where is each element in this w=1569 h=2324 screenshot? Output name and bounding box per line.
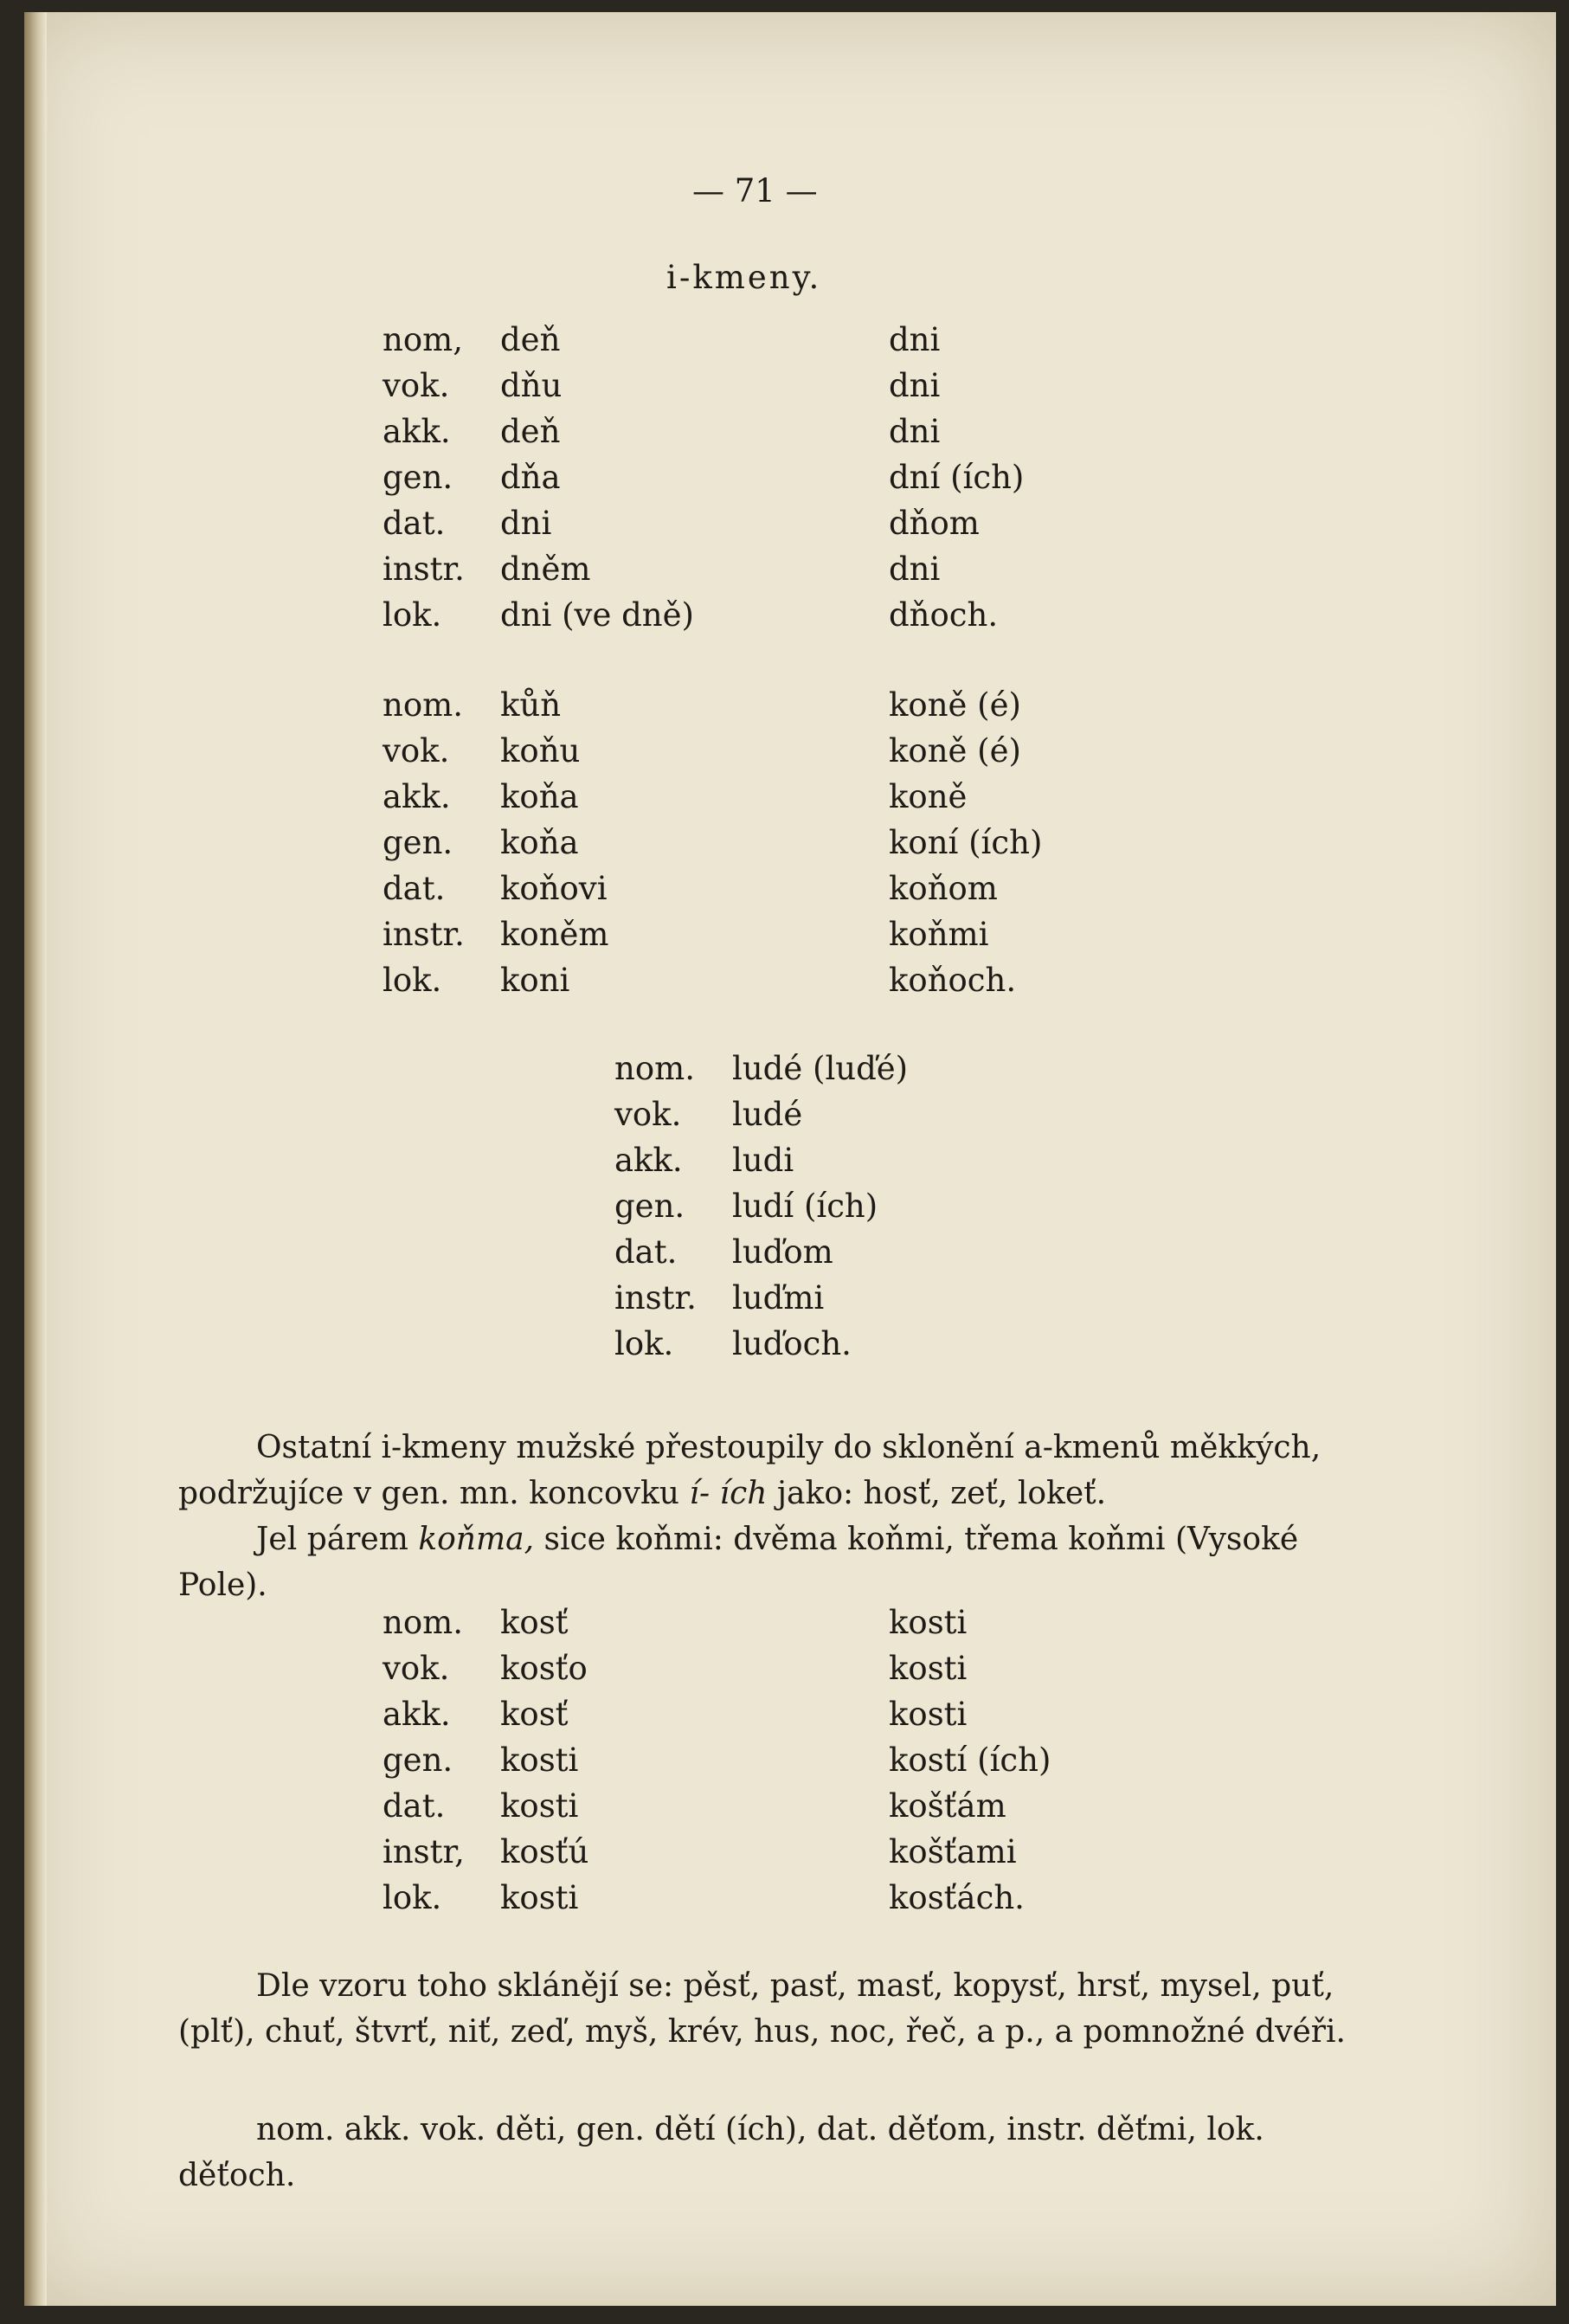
italic-ending: í- ích bbox=[689, 1476, 768, 1511]
case-label: nom. bbox=[383, 686, 463, 724]
case-label: akk. bbox=[383, 1696, 451, 1733]
paragraph-line: nom. akk. vok. děti, gen. dětí (ích), dat. děťom, instr. děťmi, lok. děťoch. bbox=[178, 2112, 1264, 2193]
case-label: gen. bbox=[383, 1741, 453, 1779]
plural-form: koně bbox=[889, 778, 968, 815]
plural-form: koně (é) bbox=[889, 686, 1021, 724]
plural-form: dňoch. bbox=[889, 596, 999, 634]
plural-form: ludé bbox=[732, 1096, 803, 1133]
singular-form: deň bbox=[500, 413, 561, 450]
singular-form: koněm bbox=[500, 916, 609, 953]
italic-form: koňma, bbox=[418, 1522, 535, 1557]
paragraph-text: jako: hosť, zeť, lokeť. bbox=[776, 1476, 1107, 1511]
singular-form: kůň bbox=[500, 686, 562, 724]
plural-form: dňom bbox=[889, 505, 980, 542]
case-label: gen. bbox=[383, 459, 453, 496]
case-label: gen. bbox=[614, 1188, 685, 1225]
case-label: lok. bbox=[614, 1325, 674, 1362]
book-page bbox=[24, 12, 1556, 2306]
plural-form: ludé (luďé) bbox=[732, 1050, 909, 1087]
plural-form: koňom bbox=[889, 870, 998, 907]
case-label: gen. bbox=[383, 824, 453, 861]
singular-form: koňa bbox=[500, 778, 579, 815]
plural-form: luďoch. bbox=[732, 1325, 852, 1362]
paragraph-line bbox=[178, 1516, 1381, 1608]
singular-form: dni (ve dně) bbox=[500, 596, 694, 634]
plural-form: košťami bbox=[889, 1833, 1017, 1870]
plural-form: luďom bbox=[732, 1233, 833, 1271]
case-label: instr. bbox=[383, 550, 465, 588]
case-label: akk. bbox=[614, 1142, 683, 1179]
case-label: akk. bbox=[383, 778, 451, 815]
singular-form: kosťo bbox=[500, 1650, 588, 1687]
singular-form: koni bbox=[500, 962, 570, 999]
plural-form: koňoch. bbox=[889, 962, 1017, 999]
singular-form: dněm bbox=[500, 550, 591, 588]
paragraph-other-i-stems bbox=[178, 1425, 1381, 1608]
case-label: nom. bbox=[383, 1604, 463, 1641]
paragraph-line bbox=[178, 1425, 1381, 1516]
plural-form: kostí (ích) bbox=[889, 1741, 1051, 1779]
plural-form: ludí (ích) bbox=[732, 1188, 878, 1225]
singular-form: kosť bbox=[500, 1604, 569, 1641]
singular-form: koňa bbox=[500, 824, 579, 861]
singular-form: kosťú bbox=[500, 1833, 589, 1870]
singular-form: deň bbox=[500, 321, 561, 358]
paragraph-text: Ostatní i-kmeny mužské přestoupily do sklonění a-kmenů měkkých, podržujíce v gen. mn. koncovku bbox=[178, 1430, 1321, 1511]
case-label: dat. bbox=[614, 1233, 678, 1271]
plural-form: koní (ích) bbox=[889, 824, 1043, 861]
plural-form: dni bbox=[889, 321, 941, 358]
plural-form: koňmi bbox=[889, 916, 989, 953]
singular-form: dňa bbox=[500, 459, 561, 496]
singular-form: koňovi bbox=[500, 870, 608, 907]
singular-form: kosť bbox=[500, 1696, 569, 1733]
case-label: vok. bbox=[614, 1096, 682, 1133]
plural-form: košťám bbox=[889, 1787, 1006, 1825]
case-label: lok. bbox=[383, 596, 442, 634]
plural-form: kosti bbox=[889, 1604, 968, 1641]
paragraph-line: Dle vzoru toho sklánějí se: pěsť, pasť, masť, kopysť, hrsť, mysel, puť, (plť), chuť, štvrť, niť, zeď, myš, krév, hus, noc, řeč, a p., a pomnožné dvéři. bbox=[178, 1968, 1346, 2050]
paragraph-deti bbox=[178, 2107, 1381, 2198]
case-label: nom, bbox=[383, 321, 463, 358]
case-label: dat. bbox=[383, 870, 446, 907]
case-label: vok. bbox=[383, 367, 450, 404]
paragraph-text: Jel párem bbox=[256, 1522, 408, 1557]
case-label: vok. bbox=[383, 732, 450, 769]
singular-form: kosti bbox=[500, 1787, 579, 1825]
plural-form: luďmi bbox=[732, 1279, 825, 1317]
case-label: instr. bbox=[614, 1279, 697, 1317]
plural-form: dni bbox=[889, 413, 941, 450]
plural-form: dni bbox=[889, 367, 941, 404]
case-label: nom. bbox=[614, 1050, 695, 1087]
case-label: lok. bbox=[383, 1879, 442, 1916]
book-spine bbox=[24, 12, 47, 2306]
singular-form: kosti bbox=[500, 1741, 579, 1779]
singular-form: dňu bbox=[500, 367, 563, 404]
plural-form: dní (ích) bbox=[889, 459, 1025, 496]
case-label: dat. bbox=[383, 1787, 446, 1825]
page-number: — 71 — bbox=[692, 172, 818, 209]
singular-form: dni bbox=[500, 505, 552, 542]
paragraph-text: sice koňmi: dvěma koňmi, třema koňmi (Vysoké Pole). bbox=[178, 1522, 1299, 1603]
plural-form: kosti bbox=[889, 1650, 968, 1687]
paragraph-declension-list bbox=[178, 1963, 1381, 2055]
plural-form: kosti bbox=[889, 1696, 968, 1733]
case-label: instr, bbox=[383, 1833, 465, 1870]
case-label: lok. bbox=[383, 962, 442, 999]
plural-form: koně (é) bbox=[889, 732, 1021, 769]
singular-form: koňu bbox=[500, 732, 581, 769]
case-label: dat. bbox=[383, 505, 446, 542]
singular-form: kosti bbox=[500, 1879, 579, 1916]
case-label: akk. bbox=[383, 413, 451, 450]
plural-form: dni bbox=[889, 550, 941, 588]
case-label: vok. bbox=[383, 1650, 450, 1687]
section-heading: i-kmeny. bbox=[666, 259, 822, 296]
plural-form: ludi bbox=[732, 1142, 794, 1179]
plural-form: kosťách. bbox=[889, 1879, 1025, 1916]
case-label: instr. bbox=[383, 916, 465, 953]
